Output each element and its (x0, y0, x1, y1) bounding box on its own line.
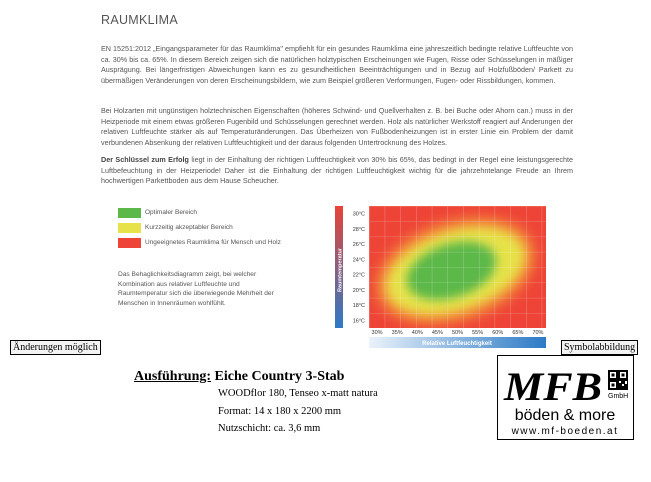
legend-item-optimal (118, 207, 293, 218)
changes-possible-note: Änderungen möglich (10, 340, 101, 355)
product-name: Eiche Country 3-Stab (214, 369, 345, 384)
x-tick-label: 70% (532, 330, 544, 336)
paragraph-3-rest: liegt in der Einhaltung der richtigen Luftfeuchtigkeit von 30% bis 65%, das bedingt in der Regel eine leistungsgerechte Luftbefeuchtung in der Heizperiode! Daher ist die Einhaltung der richtigen Luftfeuchtigkeit wichtig für die jahrzehntelange Freude an Ihrem hochwertigen Parkettboden aus dem Hause Scheucher. (101, 155, 573, 185)
symbol-image-note: Symbolabbildung (561, 340, 638, 355)
x-tick-label: 40% (411, 330, 423, 336)
logo-tagline: böden & more (514, 407, 616, 424)
legend-swatch-red (118, 238, 141, 248)
legend-swatch-yellow (118, 223, 141, 233)
x-tick-label: 35% (391, 330, 403, 336)
qr-code-icon (608, 370, 628, 390)
legend (118, 207, 293, 252)
logo-url: www.mf-boeden.at (511, 426, 619, 437)
x-tick-label: 45% (431, 330, 443, 336)
y-tick-label: 30°C (352, 211, 365, 218)
y-ticks (353, 212, 365, 325)
y-tick-label: 20°C (352, 287, 365, 294)
x-tick-label: 65% (512, 330, 524, 336)
y-tick-label: 28°C (352, 226, 365, 233)
legend-label: Optimaler Bereich (145, 209, 198, 216)
paragraph-3-bold: Der Schlüssel zum Erfolg (101, 155, 189, 164)
x-axis-label: Relative Luftfeuchtigkeit (422, 341, 492, 347)
x-tick-label: 30% (371, 330, 383, 336)
x-tick-label: 50% (451, 330, 464, 336)
legend-item-unsuitable (118, 237, 293, 248)
logo-gmbh: GmbH (608, 393, 629, 400)
legend-item-acceptable (118, 222, 293, 233)
logo-letters: MFB (502, 364, 602, 409)
paragraph-2: Bei Holzarten mit ungünstigen holztechnischen Eigenschaften (höheres Schwind- und Quellverhalten z. B. bei Buche oder Ahorn can.) muss in der Heizperiode mit einem etwas größeren Fugenbild und Schüsselungen gerechnet werden. Holz als natürlicher Werkstoff reagiert auf Änderungen der relativen Luftfeuchte stärker als auf Temperaturänderungen. Das Überheizen von Fußbodenheizungen ist in erster Linie ein Problem der damit verbundenen Absenkung der relativen Luftfeuchtigkeit und der daraus folgenden Untertrocknung des Holzes. (101, 106, 573, 147)
product-heading (134, 369, 344, 385)
comfort-chart (333, 200, 555, 358)
x-tick-label: 55% (472, 330, 484, 336)
y-tick-label: 26°C (352, 242, 365, 249)
product-line-3: Nutzschicht: ca. 3,6 mm (218, 423, 321, 434)
page-title: RAUMKLIMA (101, 13, 179, 27)
legend-label: Ungeeignetes Raumklima für Mensch und Holz (145, 239, 281, 246)
y-axis-label: Raumtemperatur (337, 247, 344, 293)
y-tick-label: 22°C (352, 272, 365, 279)
legend-swatch-green (118, 208, 141, 218)
x-tick-label: 60% (492, 330, 504, 336)
y-tick-label: 24°C (352, 257, 365, 264)
product-label: Ausführung: (134, 369, 212, 384)
product-line-2: Format: 14 x 180 x 2200 mm (218, 406, 342, 417)
company-logo (497, 355, 634, 440)
paragraph-3 (101, 155, 573, 187)
product-line-1: WOODflor 180, Tenseo x-matt natura (218, 388, 378, 399)
paragraph-1: EN 15251:2012 „Eingangsparameter für das Raumklima" empfiehlt für ein gesundes Raumklima eine jahreszeitlich bedingte relative Luftfeuchte von ca. 30% bis ca. 65%. In diesem Bereich zeigen sich die natürlichen holztypischen Erscheinungen wie Fugen, Risse oder Schüsselungen in mäßiger Ausprägung. Bei längerfristigen Abweichungen kann es zu gesundheitlichen Beeinträchtigungen und in Bezug auf Holzfußböden/ Parkett zu übermäßigen Veränderungen von deren Erscheinungsbildern, wie zum Beispiel größeren Verformungen, Fugen- oder Rissbildungen, kommen. (101, 44, 573, 85)
legend-note: Das Behaglichkeitsdiagramm zeigt, bei welcher Kombination aus relativer Luftfeuchte und Raumtemperatur sich die überwiegende Mehrheit der Menschen in Innenräumen wohlfühlt. (118, 271, 274, 307)
y-tick-label: 18°C (352, 303, 365, 310)
legend-label: Kurzzeitig akzeptabler Bereich (145, 224, 233, 231)
x-ticks (372, 330, 544, 336)
y-tick-label: 16°C (352, 318, 365, 325)
